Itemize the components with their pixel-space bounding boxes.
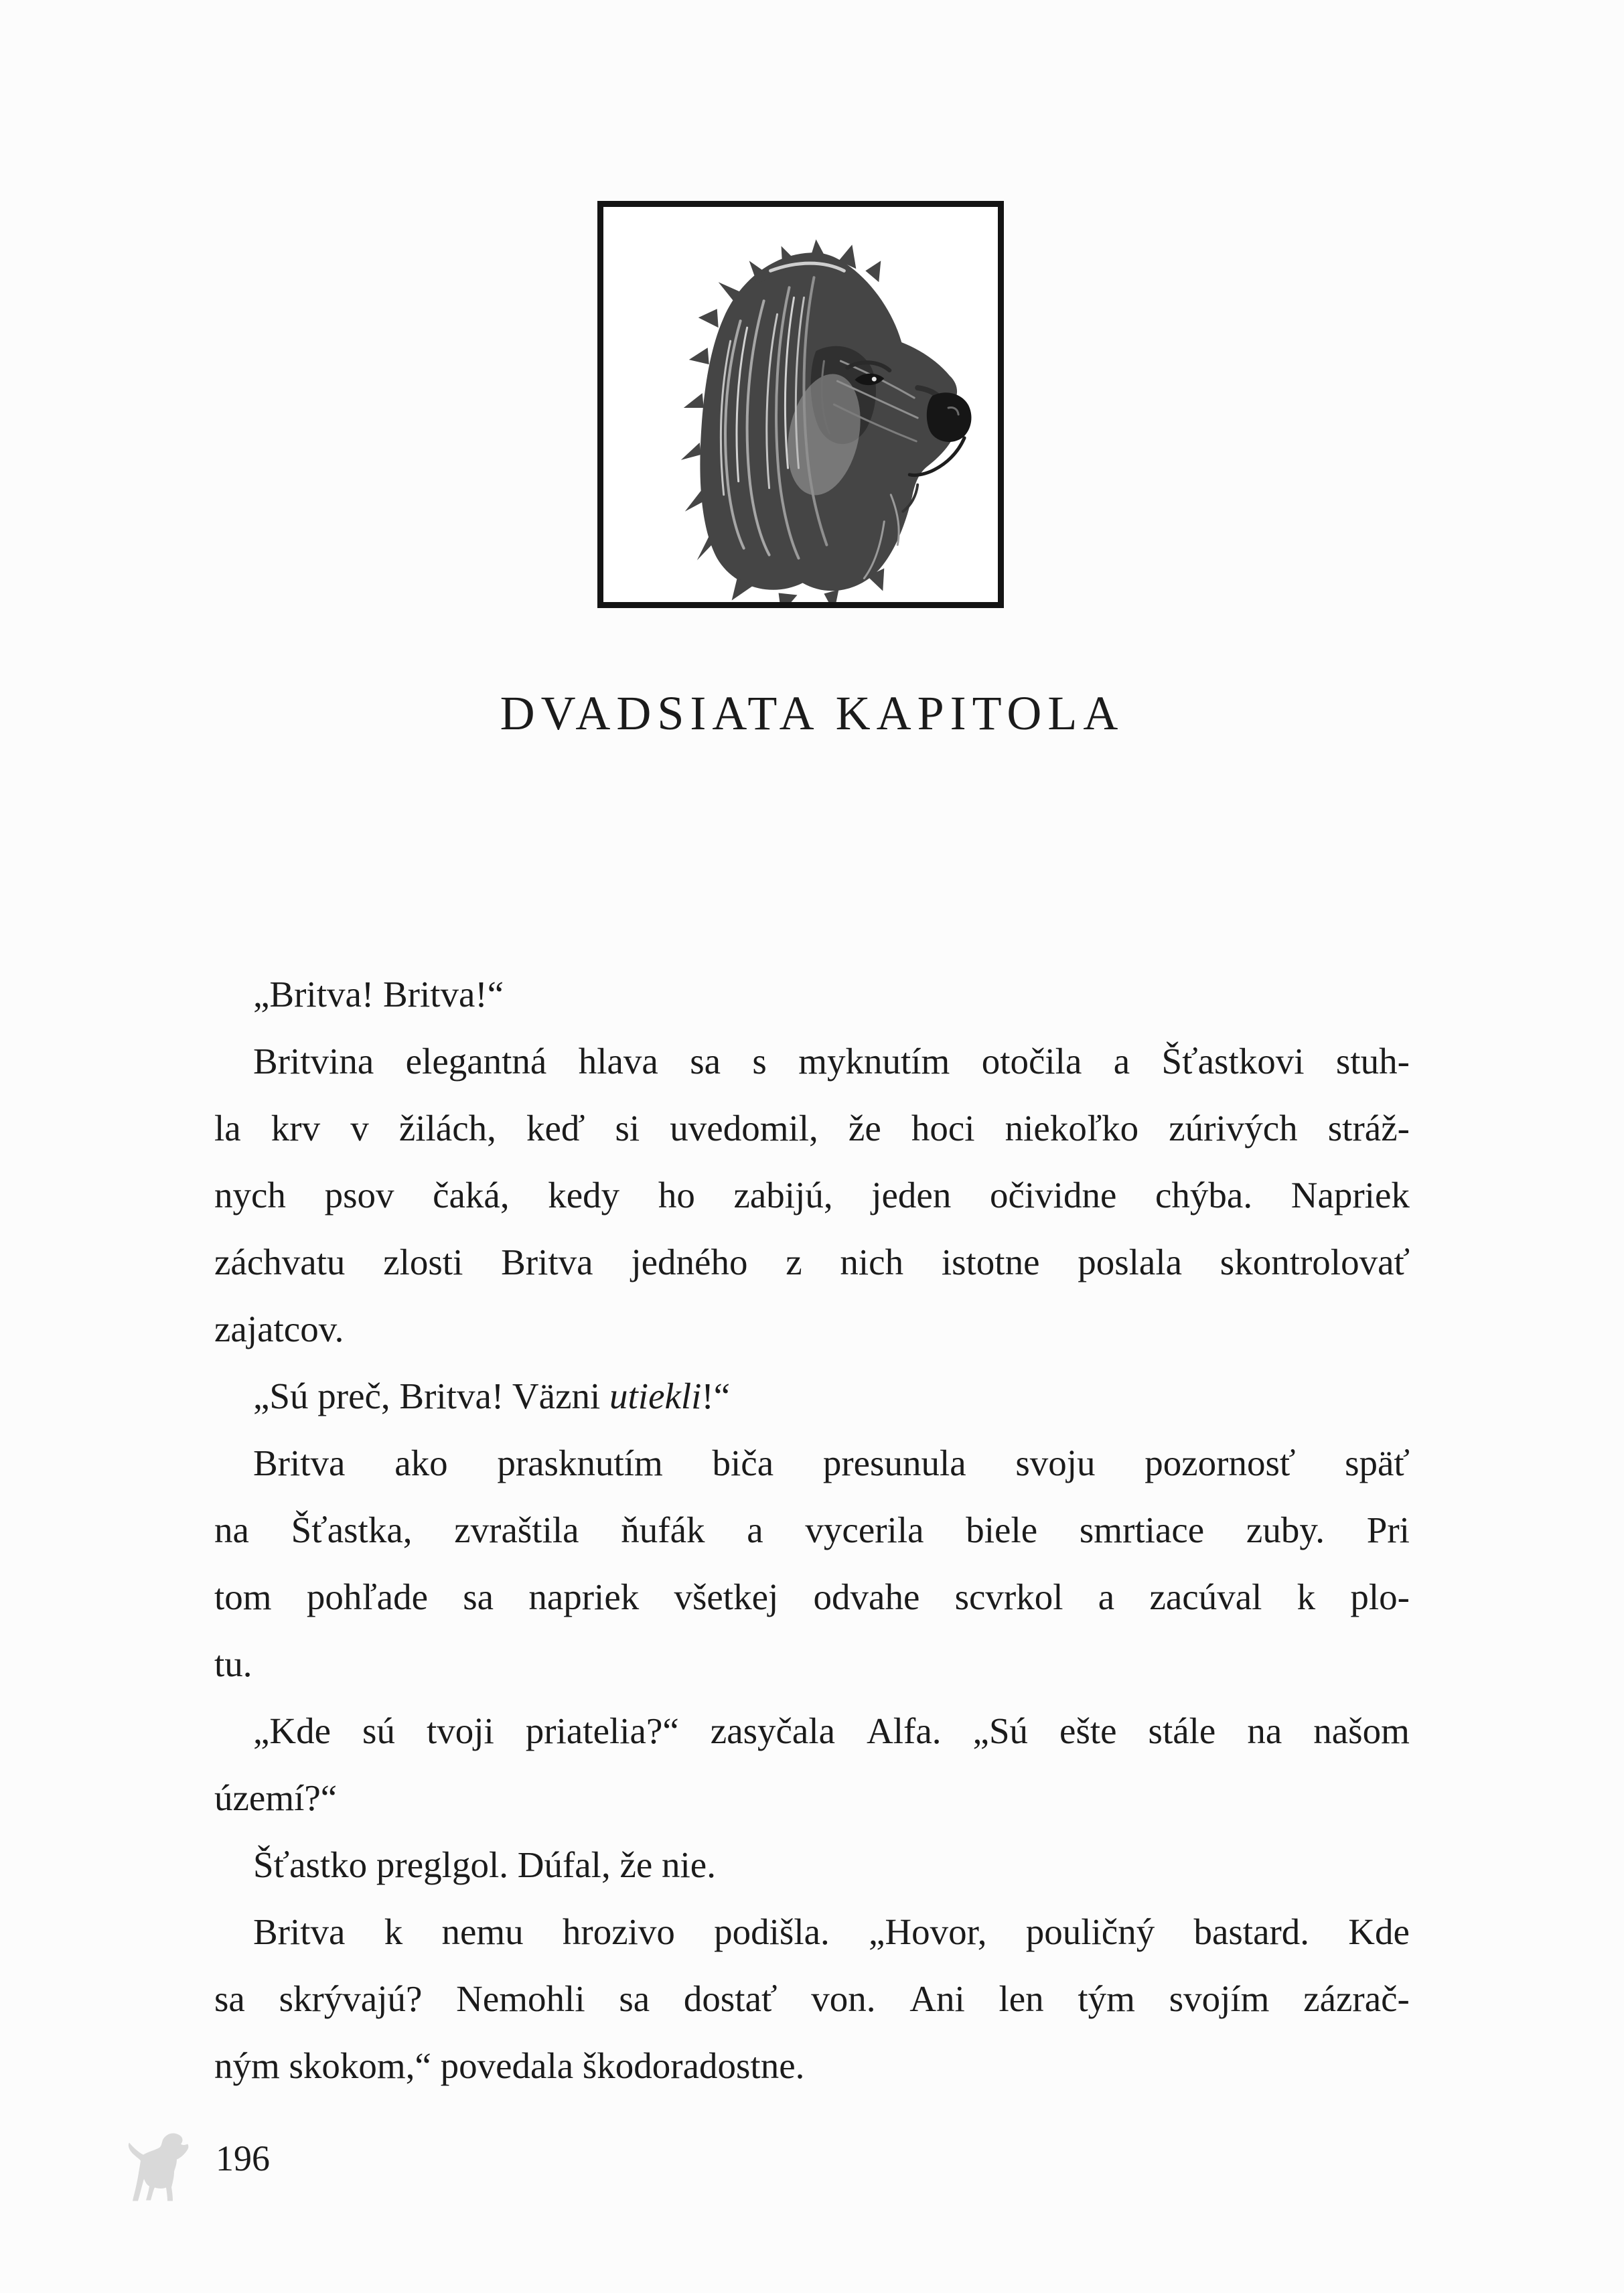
body-line: na Šťastka, zvraštila ňufák a vycerila biele smrtiace zuby. Pri: [214, 1509, 1410, 1550]
body-line: „Kde sú tvoji priatelia?“ zasyčala Alfa. „Sú ešte stále na našom: [253, 1710, 1410, 1751]
body-line: nych psov čaká, kedy ho zabijú, jeden očividne chýba. Napriek: [214, 1175, 1410, 1215]
page-number: 196: [216, 2138, 270, 2178]
body-line: Britvina elegantná hlava sa s myknutím otočila a Šťastkovi stuh-: [253, 1041, 1410, 1082]
chapter-illustration-frame: [597, 201, 1004, 608]
body-line: tom pohľade sa napriek všetkej odvahe scvrkol a zacúval k plo-: [214, 1576, 1410, 1617]
body-line: „Sú preč, Britva! Väzni utiekli!“: [253, 1376, 731, 1416]
body-line: la krv v žilách, keď si uvedomil, že hoci niekoľko zúrivých stráž-: [214, 1108, 1410, 1149]
body-line: záchvatu zlosti Britva jedného z nich istotne poslala skontrolovať: [214, 1242, 1410, 1282]
body-text: [214, 961, 1410, 2099]
body-line: „Britva! Britva!“: [253, 974, 504, 1015]
body-line: zajatcov.: [214, 1309, 344, 1349]
body-line: ným skokom,“ povedala škodoradostne.: [214, 2045, 805, 2086]
body-line: Šťastko preglgol. Dúfal, že nie.: [253, 1844, 716, 1885]
dog-head-illustration: [603, 207, 998, 602]
body-line: Britva k nemu hrozivo podišla. „Hovor, pouličný bastard. Kde: [253, 1911, 1410, 1952]
body-line: tu.: [214, 1643, 252, 1684]
chapter-title: DVADSIATA KAPITOLA: [500, 686, 1124, 740]
body-line: Britva ako prasknutím biča presunula svoju pozornosť späť: [253, 1443, 1410, 1483]
body-line: území?“: [214, 1777, 338, 1818]
dog-silhouette-icon: [125, 2128, 192, 2206]
body-line: sa skrývajú? Nemohli sa dostať von. Ani len tým svojím zázrač-: [214, 1978, 1410, 2019]
